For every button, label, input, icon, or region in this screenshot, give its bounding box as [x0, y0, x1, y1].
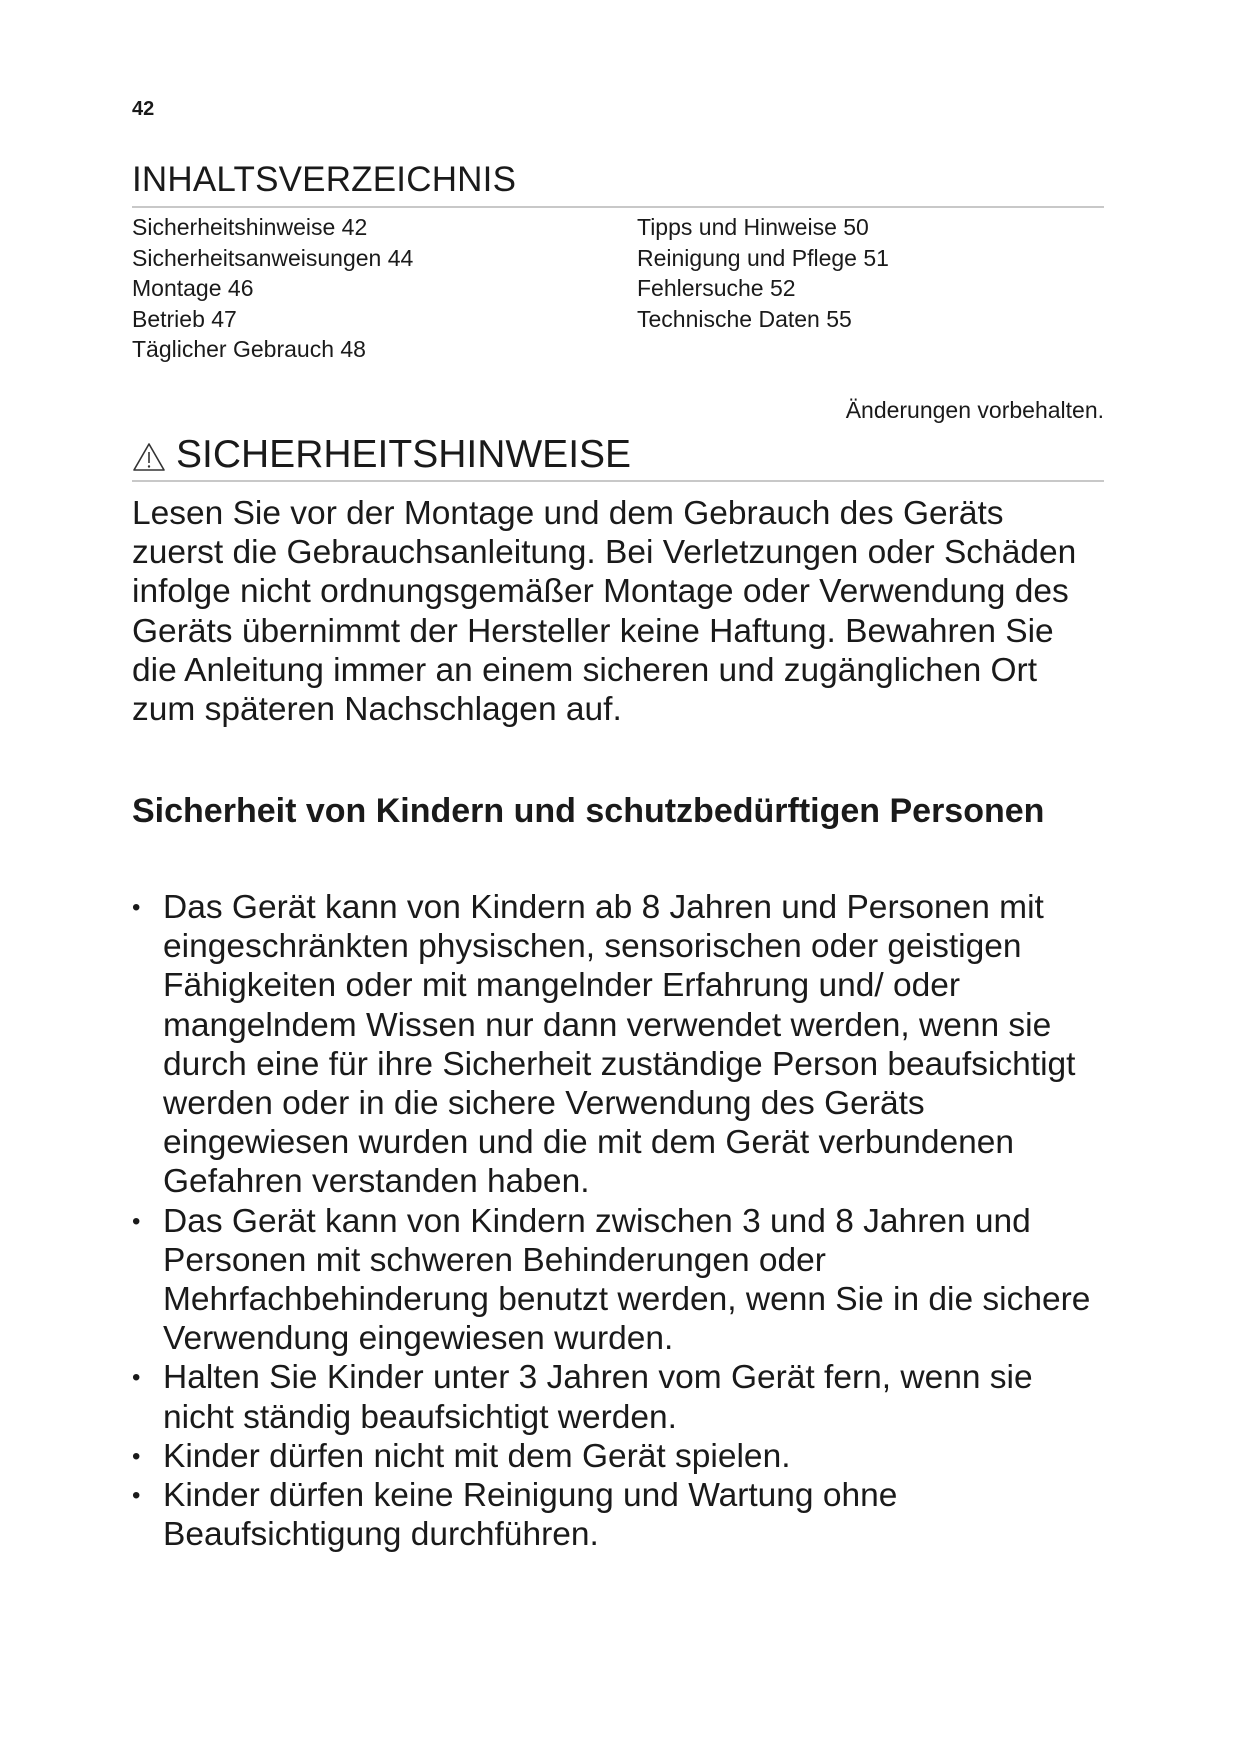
- list-item-text: Das Gerät kann von Kindern zwischen 3 und 8 Jahren und Personen mit schweren Behinderungen oder Mehrfachbehinderung benutzt werden, wenn Sie in die sichere Verwendung eingewiesen wurden.: [163, 1202, 1091, 1358]
- change-notice: Änderungen vorbehalten.: [845, 397, 1104, 423]
- list-item: • Kinder dürfen keine Reinigung und Wartung ohne Beaufsichtigung durchführen.: [132, 1477, 898, 1554]
- toc-entry[interactable]: Reinigung und Pflege 51: [637, 244, 889, 271]
- toc-entry[interactable]: Fehlersuche 52: [637, 275, 796, 301]
- list-item-text: Das Gerät kann von Kindern ab 8 Jahren und Personen mit eingeschränkten physischen, sensorischen oder geistigen Fähigkeiten oder mit mangelnder Erfahrung und/ oder mangelndem Wissen nur dann verwendet werden, wenn sie durch eine für ihre Sicherheit zuständige Person beaufsichtigt werden oder in die sichere Verwendung des Geräts eingewiesen wurden und die mit dem Gerät verbundenen Gefahren verstanden haben.: [163, 889, 1076, 1201]
- toc-divider: [132, 206, 1104, 208]
- safety-section-title: [132, 433, 631, 477]
- safety-intro-text: Lesen Sie vor der Montage und dem Gebrauch des Geräts zuerst die Gebrauchsanleitung. Bei Verletzungen oder Schäden infolge nicht ordnungsgemäßer Montage oder Verwendung des Geräts übernimmt der Hersteller keine Haftung. Bewahren Sie die Anleitung immer an einem sicheren und zugänglichen Ort zum späteren Nachschlagen auf.: [132, 495, 1077, 729]
- children-safety-list: [132, 888, 1112, 1554]
- list-item-text: Kinder dürfen keine Reinigung und Wartung ohne Beaufsichtigung durchführen.: [163, 1477, 898, 1554]
- list-item: • Das Gerät kann von Kindern ab 8 Jahren und Personen mit eingeschränkten physischen, sensorischen oder geistigen Fähigkeiten oder mit mangelnder Erfahrung und/ oder mangelndem Wissen nur dann verwendet werden, wenn sie durch eine für ihre Sicherheit zuständige Person beaufsichtigt werden oder in die sichere Verwendung des Geräts eingewiesen wurden und die mit dem Gerät verbundenen Gefahren verstanden haben.: [132, 889, 1076, 1201]
- toc-entry[interactable]: Betrieb 47: [132, 305, 237, 332]
- safety-title-text: SICHERHEITSHINWEISE: [176, 433, 632, 476]
- list-item: • Halten Sie Kinder unter 3 Jahren vom Gerät fern, wenn sie nicht ständig beaufsichtigt werden.: [132, 1359, 1033, 1436]
- list-item: • Kinder dürfen nicht mit dem Gerät spielen.: [132, 1437, 791, 1475]
- toc-entry[interactable]: Täglicher Gebrauch 48: [132, 336, 366, 362]
- toc-entry[interactable]: Sicherheitshinweise 42: [132, 214, 368, 240]
- toc-title: INHALTSVERZEICHNIS: [132, 160, 517, 199]
- warning-triangle-icon: [132, 442, 166, 472]
- toc-entry[interactable]: Tipps und Hinweise 50: [637, 214, 869, 240]
- toc-entry[interactable]: Technische Daten 55: [637, 305, 852, 332]
- toc-entry[interactable]: Sicherheitsanweisungen 44: [132, 244, 414, 271]
- list-item-text: Kinder dürfen nicht mit dem Gerät spielen.: [163, 1437, 791, 1475]
- list-item-text: Halten Sie Kinder unter 3 Jahren vom Gerät fern, wenn sie nicht ständig beaufsichtigt werden.: [163, 1359, 1033, 1436]
- children-safety-heading: Sicherheit von Kindern und schutzbedürftigen Personen: [132, 792, 1045, 830]
- safety-divider: [132, 480, 1104, 482]
- page-number: 42: [132, 98, 155, 120]
- toc-entry[interactable]: Montage 46: [132, 275, 254, 301]
- list-item: • Das Gerät kann von Kindern zwischen 3 und 8 Jahren und Personen mit schweren Behinderungen oder Mehrfachbehinderung benutzt werden, wenn Sie in die sichere Verwendung eingewiesen wurden.: [132, 1202, 1091, 1358]
- toc-left-column: [132, 212, 413, 365]
- toc-right-column: [637, 212, 889, 334]
